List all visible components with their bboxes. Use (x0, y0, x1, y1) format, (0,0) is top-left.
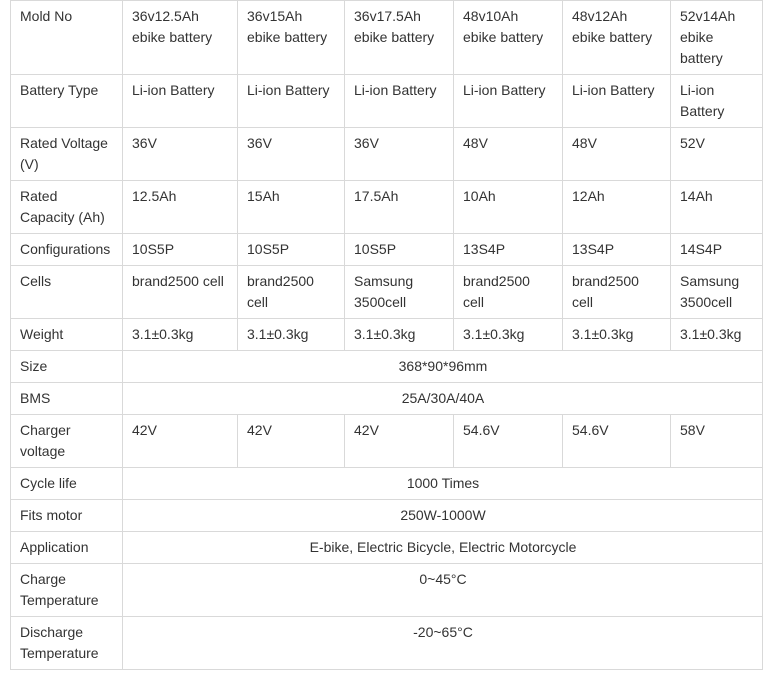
cell-rated-voltage: 48V (563, 128, 671, 181)
label-mold-no: Mold No (11, 1, 123, 75)
cell-application: E-bike, Electric Bicycle, Electric Motorcycle (123, 532, 763, 564)
cell-rated-capacity: 10Ah (454, 181, 563, 234)
row-cycle-life (11, 468, 763, 500)
cell-battery-type: Li-ion Battery (454, 75, 563, 128)
row-application (11, 532, 763, 564)
cell-cells: Samsung 3500cell (671, 266, 763, 319)
cell-configuration: 10S5P (123, 234, 238, 266)
cell-mold-no: 36v17.5Ah ebike battery (345, 1, 454, 75)
battery-spec-table (10, 0, 763, 670)
cell-rated-capacity: 17.5Ah (345, 181, 454, 234)
row-fits-motor (11, 500, 763, 532)
cell-fits-motor: 250W-1000W (123, 500, 763, 532)
cell-battery-type: Li-ion Battery (563, 75, 671, 128)
row-configurations (11, 234, 763, 266)
cell-battery-type: Li-ion Battery (238, 75, 345, 128)
label-rated-voltage: Rated Voltage (V) (11, 128, 123, 181)
cell-weight: 3.1±0.3kg (563, 319, 671, 351)
row-mold-no (11, 1, 763, 75)
cell-weight: 3.1±0.3kg (238, 319, 345, 351)
cell-weight: 3.1±0.3kg (454, 319, 563, 351)
cell-configuration: 10S5P (238, 234, 345, 266)
cell-rated-capacity: 15Ah (238, 181, 345, 234)
row-battery-type (11, 75, 763, 128)
cell-rated-voltage: 48V (454, 128, 563, 181)
cell-cycle-life: 1000 Times (123, 468, 763, 500)
cell-rated-capacity: 12.5Ah (123, 181, 238, 234)
cell-cells: brand2500 cell (563, 266, 671, 319)
row-cells (11, 266, 763, 319)
cell-mold-no: 48v10Ah ebike battery (454, 1, 563, 75)
cell-battery-type: Li-ion Battery (345, 75, 454, 128)
cell-charger-voltage: 42V (238, 415, 345, 468)
cell-charge-temperature: 0~45°C (123, 564, 763, 617)
row-bms (11, 383, 763, 415)
row-weight (11, 319, 763, 351)
cell-bms: 25A/30A/40A (123, 383, 763, 415)
cell-cells: brand2500 cell (238, 266, 345, 319)
cell-charger-voltage: 54.6V (563, 415, 671, 468)
label-charge-temperature: Charge Temperature (11, 564, 123, 617)
row-charger-voltage (11, 415, 763, 468)
cell-charger-voltage: 58V (671, 415, 763, 468)
cell-configuration: 13S4P (563, 234, 671, 266)
cell-rated-capacity: 12Ah (563, 181, 671, 234)
label-rated-capacity: Rated Capacity (Ah) (11, 181, 123, 234)
label-fits-motor: Fits motor (11, 500, 123, 532)
label-size: Size (11, 351, 123, 383)
row-rated-voltage (11, 128, 763, 181)
cell-weight: 3.1±0.3kg (123, 319, 238, 351)
cell-rated-voltage: 36V (123, 128, 238, 181)
cell-rated-capacity: 14Ah (671, 181, 763, 234)
cell-charger-voltage: 42V (123, 415, 238, 468)
cell-mold-no: 36v15Ah ebike battery (238, 1, 345, 75)
row-discharge-temperature (11, 617, 763, 670)
cell-size: 368*90*96mm (123, 351, 763, 383)
cell-battery-type: Li-ion Battery (123, 75, 238, 128)
label-bms: BMS (11, 383, 123, 415)
cell-discharge-temperature: -20~65°C (123, 617, 763, 670)
cell-rated-voltage: 36V (345, 128, 454, 181)
label-cells: Cells (11, 266, 123, 319)
label-charger-voltage: Charger voltage (11, 415, 123, 468)
label-application: Application (11, 532, 123, 564)
cell-configuration: 10S5P (345, 234, 454, 266)
cell-mold-no: 48v12Ah ebike battery (563, 1, 671, 75)
label-cycle-life: Cycle life (11, 468, 123, 500)
label-discharge-temperature: Discharge Temperature (11, 617, 123, 670)
cell-charger-voltage: 54.6V (454, 415, 563, 468)
cell-mold-no: 52v14Ah ebike battery (671, 1, 763, 75)
label-configurations: Configurations (11, 234, 123, 266)
cell-configuration: 13S4P (454, 234, 563, 266)
row-size (11, 351, 763, 383)
cell-cells: brand2500 cell (123, 266, 238, 319)
cell-battery-type: Li-ion Battery (671, 75, 763, 128)
cell-weight: 3.1±0.3kg (345, 319, 454, 351)
label-weight: Weight (11, 319, 123, 351)
cell-rated-voltage: 52V (671, 128, 763, 181)
row-rated-capacity (11, 181, 763, 234)
label-battery-type: Battery Type (11, 75, 123, 128)
row-charge-temperature (11, 564, 763, 617)
cell-weight: 3.1±0.3kg (671, 319, 763, 351)
cell-configuration: 14S4P (671, 234, 763, 266)
cell-cells: brand2500 cell (454, 266, 563, 319)
cell-rated-voltage: 36V (238, 128, 345, 181)
cell-charger-voltage: 42V (345, 415, 454, 468)
cell-cells: Samsung 3500cell (345, 266, 454, 319)
cell-mold-no: 36v12.5Ah ebike battery (123, 1, 238, 75)
